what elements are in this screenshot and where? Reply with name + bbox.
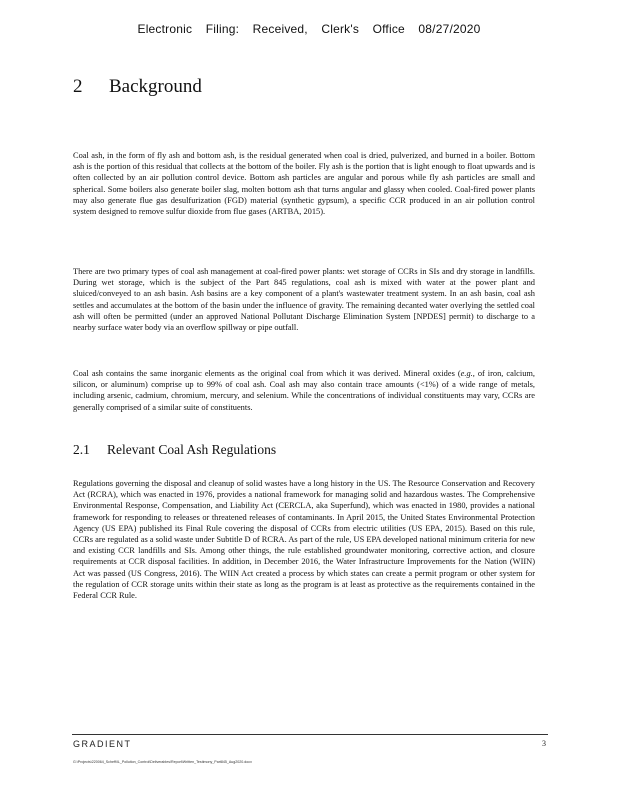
subsection-title: Relevant Coal Ash Regulations <box>107 442 277 457</box>
section-heading <box>73 76 202 98</box>
section-title: Background <box>109 76 202 97</box>
footer-divider <box>72 734 548 735</box>
paragraph-ash-composition <box>73 368 535 413</box>
subsection-heading <box>73 442 276 458</box>
paragraph-ash-management: There are two primary types of coal ash management at coal-fired power plants: wet storage of CCRs in SIs and dry storage in landfills. During wet storage, which is the subject of the Part 845 regulations, coal ash is mixed with water at the power plant and sluiced/conveyed to an ash basin. Ash basins are a key component of a plant's wastewater treatment system. In an ash basin, coal ash settles and accumulates at the bottom of the basin under the influence of gravity. The remaining decanted water overlying the settled coal ash will often be permitted (under an approved National Pollutant Discharge Elimination System [NPDES] permit) to discharge to a nearby surface water body via an overflow spillway or pipe outfall. <box>73 267 535 333</box>
file-path-footer: G:\Projects\220064_Scheff\IL_Pollution_Control\Deliverables\Report\Written_Testimony_Part845_Aug2020.docx <box>73 760 252 764</box>
composition-text-start: Coal ash contains the same inorganic elements as the original coal from which it was derived. Mineral oxides ( <box>73 369 461 378</box>
paragraph-coal-ash-definition: Coal ash, in the form of fly ash and bottom ash, is the residual generated when coal is dried, pulverized, and burned in a boiler. Bottom ash is the portion of this residual that collects at the bottom of the boiler. Fly ash is the portion that is light enough to float upwards and is often collected by an air pollution control device. Bottom ash particles are angular and porous while fly ash particles are small and spherical. Some boilers also generate boiler slag, molten bottom ash that turns angular and glassy when cooled. Coal-fired power plants may also generate flue gas desulfurization (FGD) material (synthetic gypsum), a specific CCR produced in an air pollution control system designed to remove sulfur dioxide from flue gases (ARTBA, 2015). <box>73 151 535 217</box>
subsection-number: 2.1 <box>73 442 90 457</box>
composition-text-end: , of iron, calcium, silicon, or aluminum) comprise up to 99% of coal ash. Coal ash may also contain trace amounts (<1%) of a wide range of metals, including arsenic, cadmium, chromium, mercury, and selenium. While the concentrations of individual constituents may vary, CCRs are generally comprised of a similar suite of constituents. <box>73 369 535 412</box>
filing-stamp-header: Electronic Filing: Received, Clerk's Office 08/27/2020 <box>137 22 481 36</box>
page-number: 3 <box>542 739 546 748</box>
paragraph-regulations: Regulations governing the disposal and cleanup of solid wastes have a long history in the US. The Resource Conservation and Recovery Act (RCRA), which was enacted in 1976, provides a national framework for managing solid and hazardous wastes. The Comprehensive Environmental Response, Compensation, and Liability Act (CERCLA, aka Superfund), which was enacted in 1980, provides a national framework for responding to releases or threatened releases of contaminants. In April 2015, the United States Environmental Protection Agency (US EPA) published its Final Rule covering the disposal of CCRs from electric utilities (US EPA, 2015). Based on this rule, CCRs are regulated as a solid waste under Subtitle D of RCRA. As part of the rule, US EPA developed national minimum criteria for new and existing CCR landfills and SIs. Among other things, the rule established groundwater monitoring, corrective action, and closure requirements at CCR disposal facilities. In addition, in December 2016, the Water Infrastructure Improvements for the Nation (WIIN) Act was passed (US Congress, 2016). The WIIN Act created a process by which states can create a permit program or other system for the regulation of CCR storage units within their state as long as the program is at least as protective as the requirements contained in the Federal CCR Rule. <box>73 479 535 601</box>
composition-text-eg: e.g. <box>460 369 473 378</box>
section-number: 2 <box>73 76 83 97</box>
gradient-logo: GRADIENT <box>73 739 132 749</box>
